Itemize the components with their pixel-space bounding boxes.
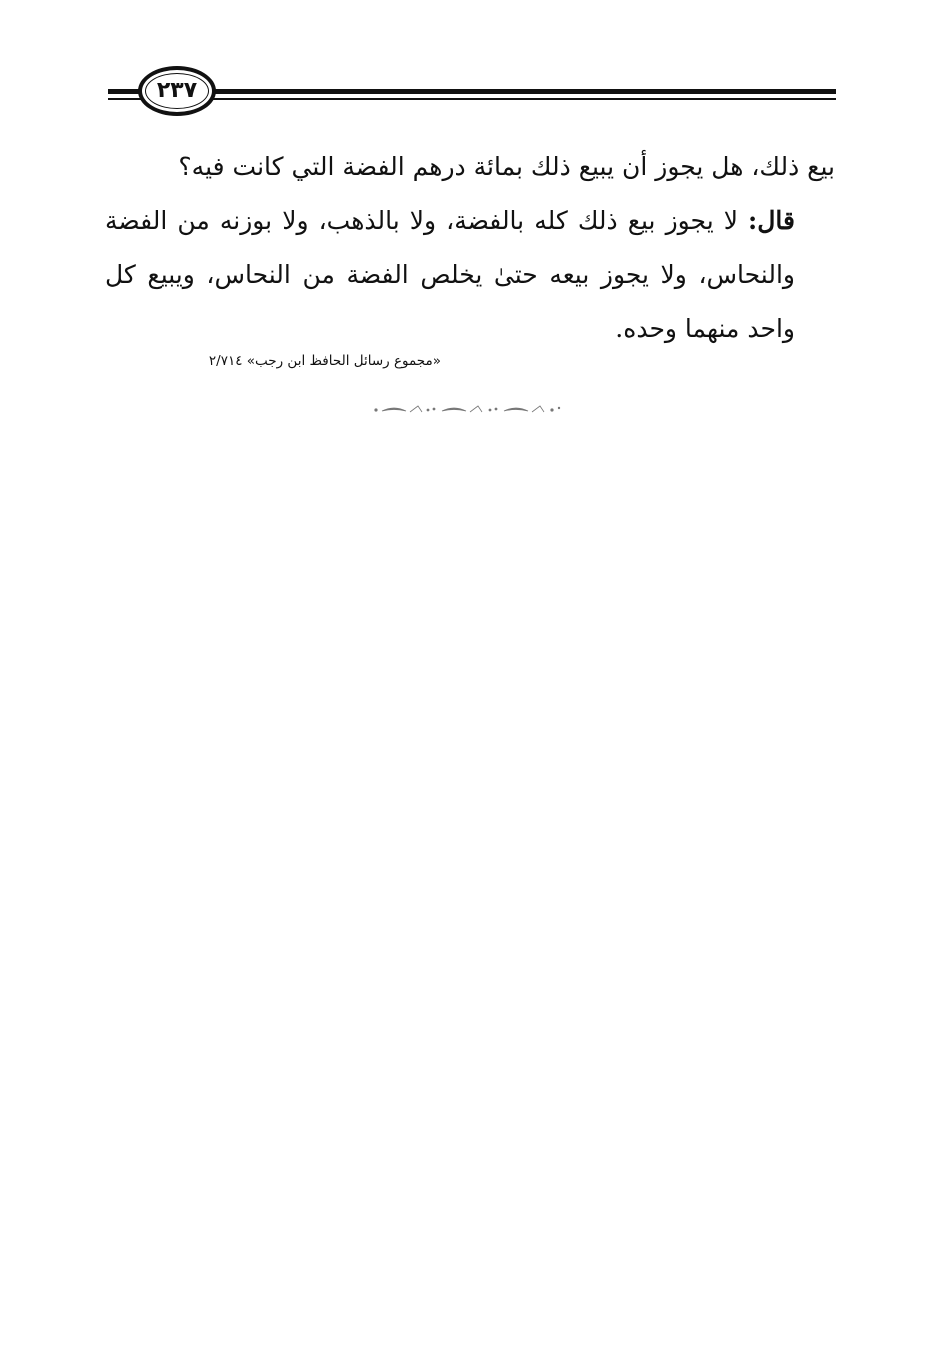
question-paragraph: بيع ذلك، هل يجوز أن يبيع ذلك بمائة درهم الفضة التي كانت فيه؟: [178, 152, 835, 181]
answer-text: لا يجوز بيع ذلك كله بالفضة، ولا بالذهب، ولا بوزنه من الفضة والنحاس، ولا يجوز بيعه حتىٰ يخلص الفضة من النحاس، ويبيع كل واحد منهما وحده.: [105, 206, 795, 343]
page-header: [108, 62, 836, 122]
header-rule: [208, 89, 836, 94]
source-citation: «مجموع رسائل الحافظ ابن رجب» ٢/٧١٤: [208, 353, 441, 369]
page-number-badge: [138, 66, 216, 116]
ornament-divider: [372, 403, 564, 415]
answer-paragraph: [105, 194, 835, 356]
page-number: ٢٣٧: [156, 78, 198, 103]
header-rule-thin: [208, 98, 836, 100]
header-rule-left-thin: [108, 98, 144, 100]
body-text: [105, 140, 835, 356]
qal-label: قال:: [748, 206, 795, 235]
